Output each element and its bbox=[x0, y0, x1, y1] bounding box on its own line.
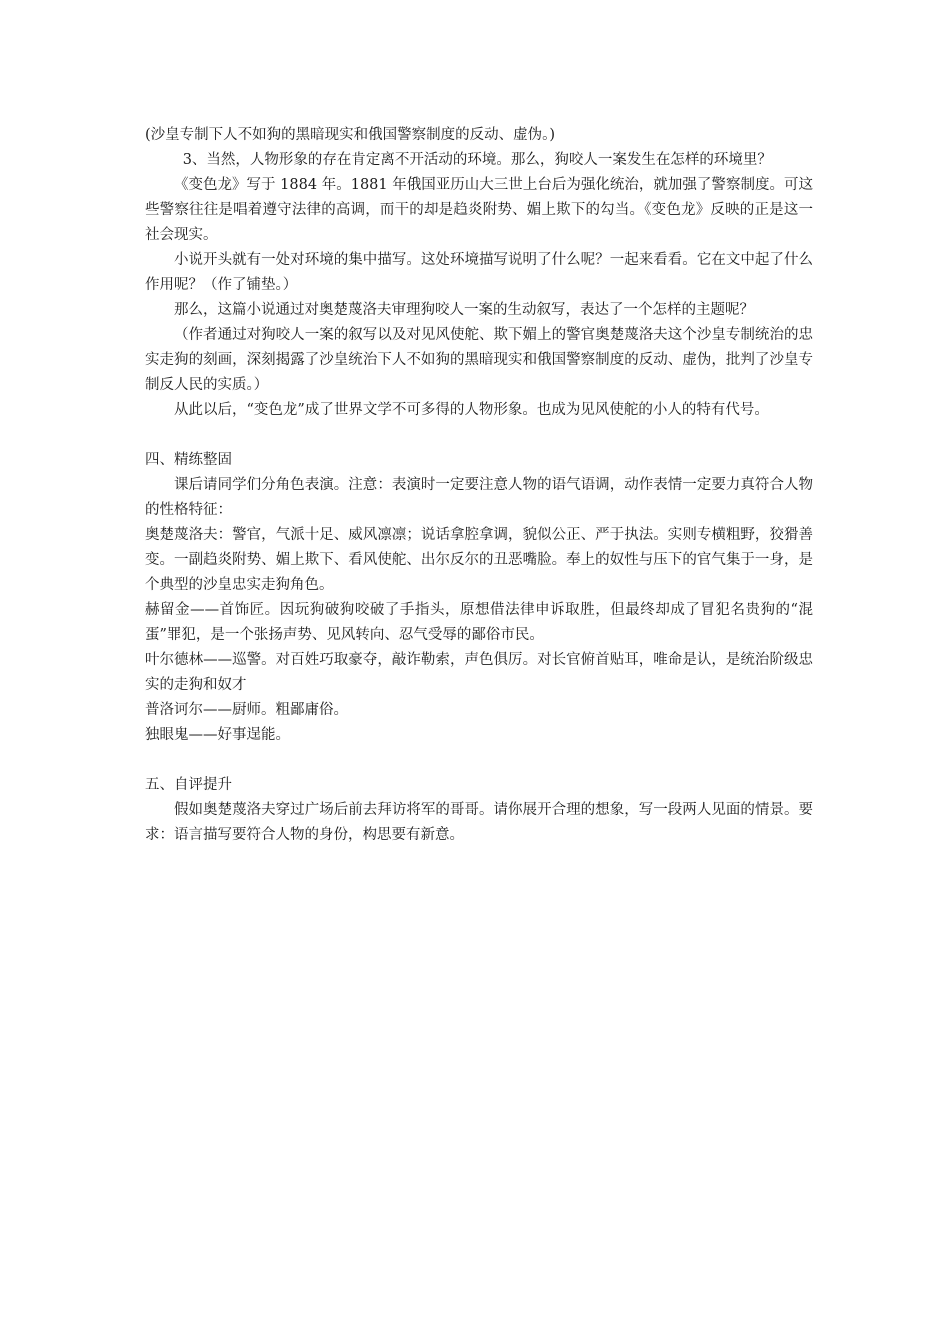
section-heading-self-review: 五、自评提升 bbox=[145, 777, 232, 793]
paragraph-conclusion: 从此以后，“变色龙”成了世界文学不可多得的人物形象。也成为见风使舵的小人的特有代号。 bbox=[174, 402, 769, 418]
character-one-eye: 独眼鬼——好事逞能。 bbox=[145, 727, 290, 743]
paragraph-theme-question: 那么，这篇小说通过对奥楚蔑洛夫审理狗咬人一案的生动叙写，表达了一个怎样的主题呢？ bbox=[174, 302, 754, 318]
paragraph-role-play: 课后请同学们分角色表演。注意：表演时一定要注意人物的语气语调，动作表情一定要力真符合人物的性格特征： bbox=[145, 477, 813, 518]
character-ochumelov: 奥楚蔑洛夫：警官，气派十足、威风凛凛；说话拿腔拿调，貌似公正、严于执法。实则专横粗野，狡猾善变。一副趋炎附势、媚上欺下、看风使舵、出尔反尔的丑恶嘴脸。奉上的奴性与压下的官气集于一身，是个典型的沙皇忠实走狗角色。 bbox=[145, 527, 813, 593]
paragraph-background: 《变色龙》写于 1884 年。1881 年俄国亚历山大三世上台后为强化统治，就加强了警察制度。可这些警察往往是唱着遵守法律的高调，而干的却是趋炎附势、媚上欺下的勾当。《变色龙》反映的正是这一社会现实。 bbox=[145, 177, 813, 243]
document-page bbox=[145, 123, 813, 848]
paragraph-theme-answer: （作者通过对狗咬人一案的叙写以及对见风使舵、欺下媚上的警官奥楚蔑洛夫这个沙皇专制统治的忠实走狗的刻画，深刻揭露了沙皇统治下人不如狗的黑暗现实和俄国警察制度的反动、虚伪，批判了沙皇专制反人民的实质。） bbox=[145, 327, 813, 393]
section-gap bbox=[145, 423, 813, 448]
section-heading-practice: 四、精练整固 bbox=[145, 452, 232, 468]
character-prokhor: 普洛诃尔——厨师。粗鄙庸俗。 bbox=[145, 702, 348, 718]
character-yeldyrin: 叶尔德林——巡警。对百姓巧取豪夺，敲诈勒索，声色俱厉。对长官俯首贴耳，唯命是认，是统治阶级忠实的走狗和奴才 bbox=[145, 652, 813, 693]
paragraph-theme-summary: (沙皇专制下人不如狗的黑暗现实和俄国警察制度的反动、虚伪。) bbox=[145, 127, 556, 143]
paragraph-environment: 小说开头就有一处对环境的集中描写。这处环境描写说明了什么呢？一起来看看。它在文中起了什么作用呢？（作了铺垫。） bbox=[145, 252, 813, 293]
paragraph-writing-task: 假如奥楚蔑洛夫穿过广场后前去拜访将军的哥哥。请你展开合理的想象，写一段两人见面的情景。要求：语言描写要符合人物的身份，构思要有新意。 bbox=[145, 802, 813, 843]
paragraph-question-3: 3、当然，人物形象的存在肯定离不开活动的环境。那么，狗咬人一案发生在怎样的环境里？ bbox=[182, 152, 772, 168]
section-gap bbox=[145, 748, 813, 773]
character-khryukin: 赫留金——首饰匠。因玩狗破狗咬破了手指头，原想借法律申诉取胜，但最终却成了冒犯名贵狗的“混蛋”罪犯，是一个张扬声势、见风转向、忍气受辱的鄙俗市民。 bbox=[145, 602, 813, 643]
